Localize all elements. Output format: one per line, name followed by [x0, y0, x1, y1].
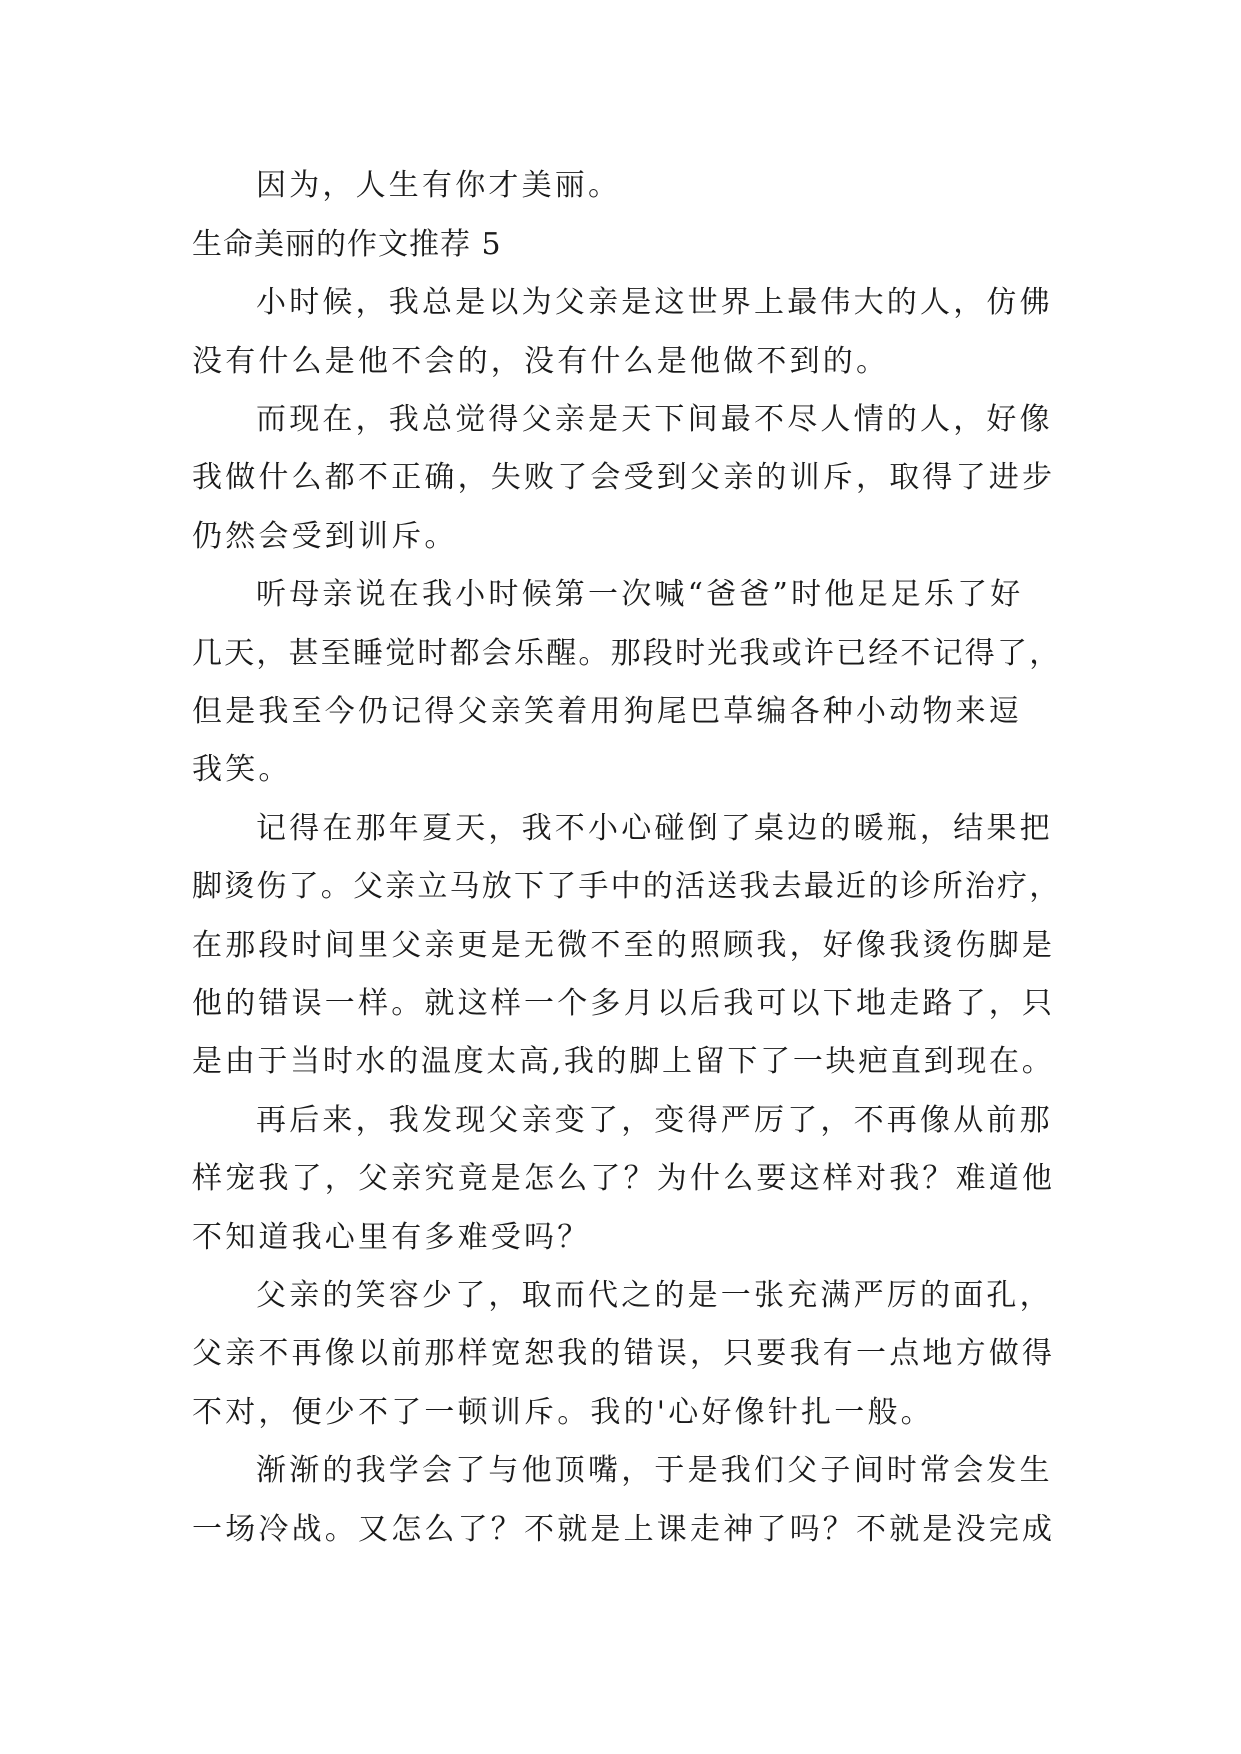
text-line: 记得在那年夏天，我不小心碰倒了桌边的暖瓶，结果把	[256, 811, 1053, 846]
text-line: 他的错误一样。就这样一个多月以后我可以下地走路了，只	[192, 986, 1056, 1021]
text-line: 听母亲说在我小时候第一次喊“爸爸”时他足足乐了好	[256, 577, 1024, 612]
text-line: 不对，便少不了一顿训斥。我的'心好像针扎一般。	[192, 1395, 934, 1430]
text-line: 渐渐的我学会了与他顶嘴，于是我们父子间时常会发生	[256, 1453, 1053, 1488]
text-line: 父亲的笑容少了，取而代之的是一张充满严厉的面孔，	[256, 1278, 1053, 1313]
text-line: 仍然会受到训斥。	[192, 519, 458, 554]
text-line: 因为，人生有你才美丽。	[256, 168, 622, 203]
text-line: 是由于当时水的温度太高,我的脚上留下了一块疤直到现在。	[192, 1044, 1055, 1079]
text-line: 不知道我心里有多难受吗？	[192, 1220, 591, 1255]
text-line: 几天，甚至睡觉时都会乐醒。那段时光我或许已经不记得了，	[192, 636, 1062, 671]
text-line: 再后来，我发现父亲变了，变得严厉了，不再像从前那	[256, 1103, 1053, 1138]
text-line: 我做什么都不正确，失败了会受到父亲的训斥，取得了进步	[192, 460, 1056, 495]
section-heading: 生命美丽的作文推荐 5	[192, 227, 502, 262]
text-line: 在那段时间里父亲更是无微不至的照顾我，好像我烫伤脚是	[192, 928, 1056, 963]
text-line: 一场冷战。又怎么了？不就是上课走神了吗？不就是没完成	[192, 1512, 1056, 1547]
text-line: 父亲不再像以前那样宽恕我的错误，只要我有一点地方做得	[192, 1336, 1056, 1371]
text-line: 脚烫伤了。父亲立马放下了手中的活送我去最近的诊所治疗，	[192, 869, 1062, 904]
text-line: 小时候，我总是以为父亲是这世界上最伟大的人，仿佛	[256, 285, 1053, 320]
text-line: 但是我至今仍记得父亲笑着用狗尾巴草编各种小动物来逗	[192, 694, 1022, 729]
text-line: 而现在，我总觉得父亲是天下间最不尽人情的人，好像	[256, 402, 1053, 437]
text-line: 样宠我了，父亲究竟是怎么了？为什么要这样对我？难道他	[192, 1161, 1056, 1196]
text-line: 没有什么是他不会的，没有什么是他做不到的。	[192, 344, 890, 379]
text-line: 我笑。	[192, 752, 292, 787]
